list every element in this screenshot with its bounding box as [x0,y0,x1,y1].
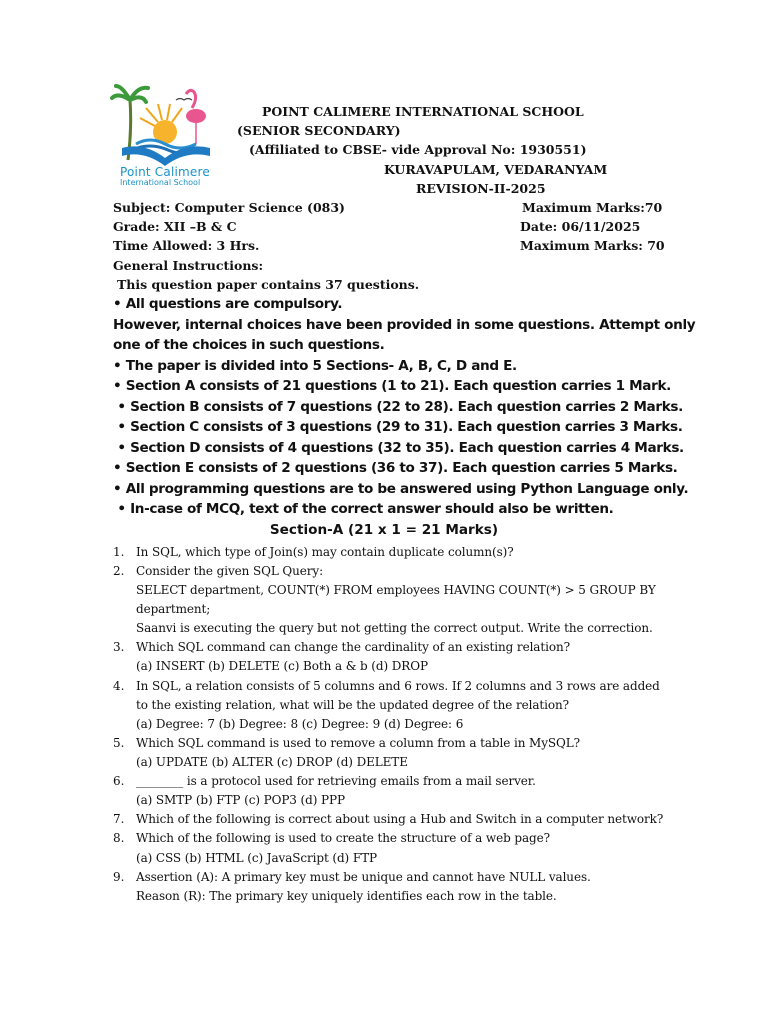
subject-line: Subject: Computer Science (083) [113,200,345,215]
instruction-line: • All programming questions are to be answered using Python Language only. [113,481,689,497]
question-text: SELECT department, COUNT(*) FROM employees HAVING COUNT(*) > 5 GROUP BY [136,583,656,597]
instruction-line: However, internal choices have been provided in some questions. Attempt only [113,317,696,333]
question-text: Assertion (A): A primary key must be unique and cannot have NULL values. [136,870,591,884]
question-text: Which of the following is correct about using a Hub and Switch in a computer network? [136,812,664,826]
instruction-line: • Section B consists of 7 questions (22 to 28). Each question carries 2 Marks. [113,399,683,415]
question-number: 4. [113,679,125,693]
question-number: 5. [113,736,125,750]
question-text: Which SQL command can change the cardinality of an existing relation? [136,640,570,654]
instruction-line: • All questions are compulsory. [113,296,343,312]
instruction-line: • Section C consists of 3 questions (29 to 31). Each question carries 3 Marks. [113,419,683,435]
answer-options: (a) UPDATE (b) ALTER (c) DROP (d) DELETE [136,755,408,769]
answer-options: (a) SMTP (b) FTP (c) POP3 (d) PPP [136,793,345,807]
question-number: 7. [113,812,125,826]
instruction-line: one of the choices in such questions. [113,337,385,353]
instruction-line: • The paper is divided into 5 Sections- A, B, C, D and E. [113,358,517,374]
question-text: Which of the following is used to create the structure of a web page? [136,831,550,845]
question-text: ________ is a protocol used for retrieving emails from a mail server. [136,774,536,788]
question-text: Consider the given SQL Query: [136,564,324,578]
school-level: (SENIOR SECONDARY) [237,123,401,138]
logo-subtitle: International School [120,178,201,187]
question-text: Which SQL command is used to remove a column from a table in MySQL? [136,736,580,750]
instruction-line: • In-case of MCQ, text of the correct answer should also be written. [113,501,614,517]
location-line: KURAVAPULAM, VEDARANYAM [384,162,608,177]
instruction-line: • Section D consists of 4 questions (32 to 35). Each question carries 4 Marks. [113,440,684,456]
max-marks-top: Maximum Marks:70 [522,200,663,215]
affiliation-line: (Affiliated to CBSE- vide Approval No: 1930551) [249,142,587,157]
question-text: Reason (R): The primary key uniquely identifies each row in the table. [136,889,557,903]
grade-line: Grade: XII –B & C [113,219,237,234]
question-text: In SQL, a relation consists of 5 columns and 6 rows. If 2 columns and 3 rows are added [136,679,660,693]
question-number: 2. [113,564,125,578]
question-text: Saanvi is executing the query but not getting the correct output. Write the correction. [136,621,653,635]
logo-name: Point Calimere [120,165,210,179]
question-number: 6. [113,774,125,788]
school-name: POINT CALIMERE INTERNATIONAL SCHOOL [262,104,584,119]
date-line: Date: 06/11/2025 [520,219,641,234]
school-logo-graphic [110,78,225,168]
question-number: 8. [113,831,125,845]
answer-options: (a) CSS (b) HTML (c) JavaScript (d) FTP [136,851,377,865]
question-number: 3. [113,640,125,654]
section-a-title: Section-A (21 x 1 = 21 Marks) [269,522,499,538]
question-text: In SQL, which type of Join(s) may contain duplicate column(s)? [136,545,514,559]
general-instructions-heading: General Instructions: [113,258,264,273]
question-number: 9. [113,870,125,884]
question-number: 1. [113,545,125,559]
instruction-line: • Section A consists of 21 questions (1 to 21). Each question carries 1 Mark. [113,378,671,394]
answer-options: (a) Degree: 7 (b) Degree: 8 (c) Degree: 9 (d) Degree: 6 [136,717,464,731]
exam-title: REVISION-II-2025 [416,181,546,196]
max-marks-bottom: Maximum Marks: 70 [520,238,665,253]
question-count-note: This question paper contains 37 questions. [117,277,420,292]
question-text: department; [136,602,211,616]
instruction-line: • Section E consists of 2 questions (36 to 37). Each question carries 5 Marks. [113,460,678,476]
question-text: to the existing relation, what will be the updated degree of the relation? [136,698,569,712]
time-allowed: Time Allowed: 3 Hrs. [113,238,260,253]
answer-options: (a) INSERT (b) DELETE (c) Both a & b (d) DROP [136,659,428,673]
logo-text [120,166,230,187]
